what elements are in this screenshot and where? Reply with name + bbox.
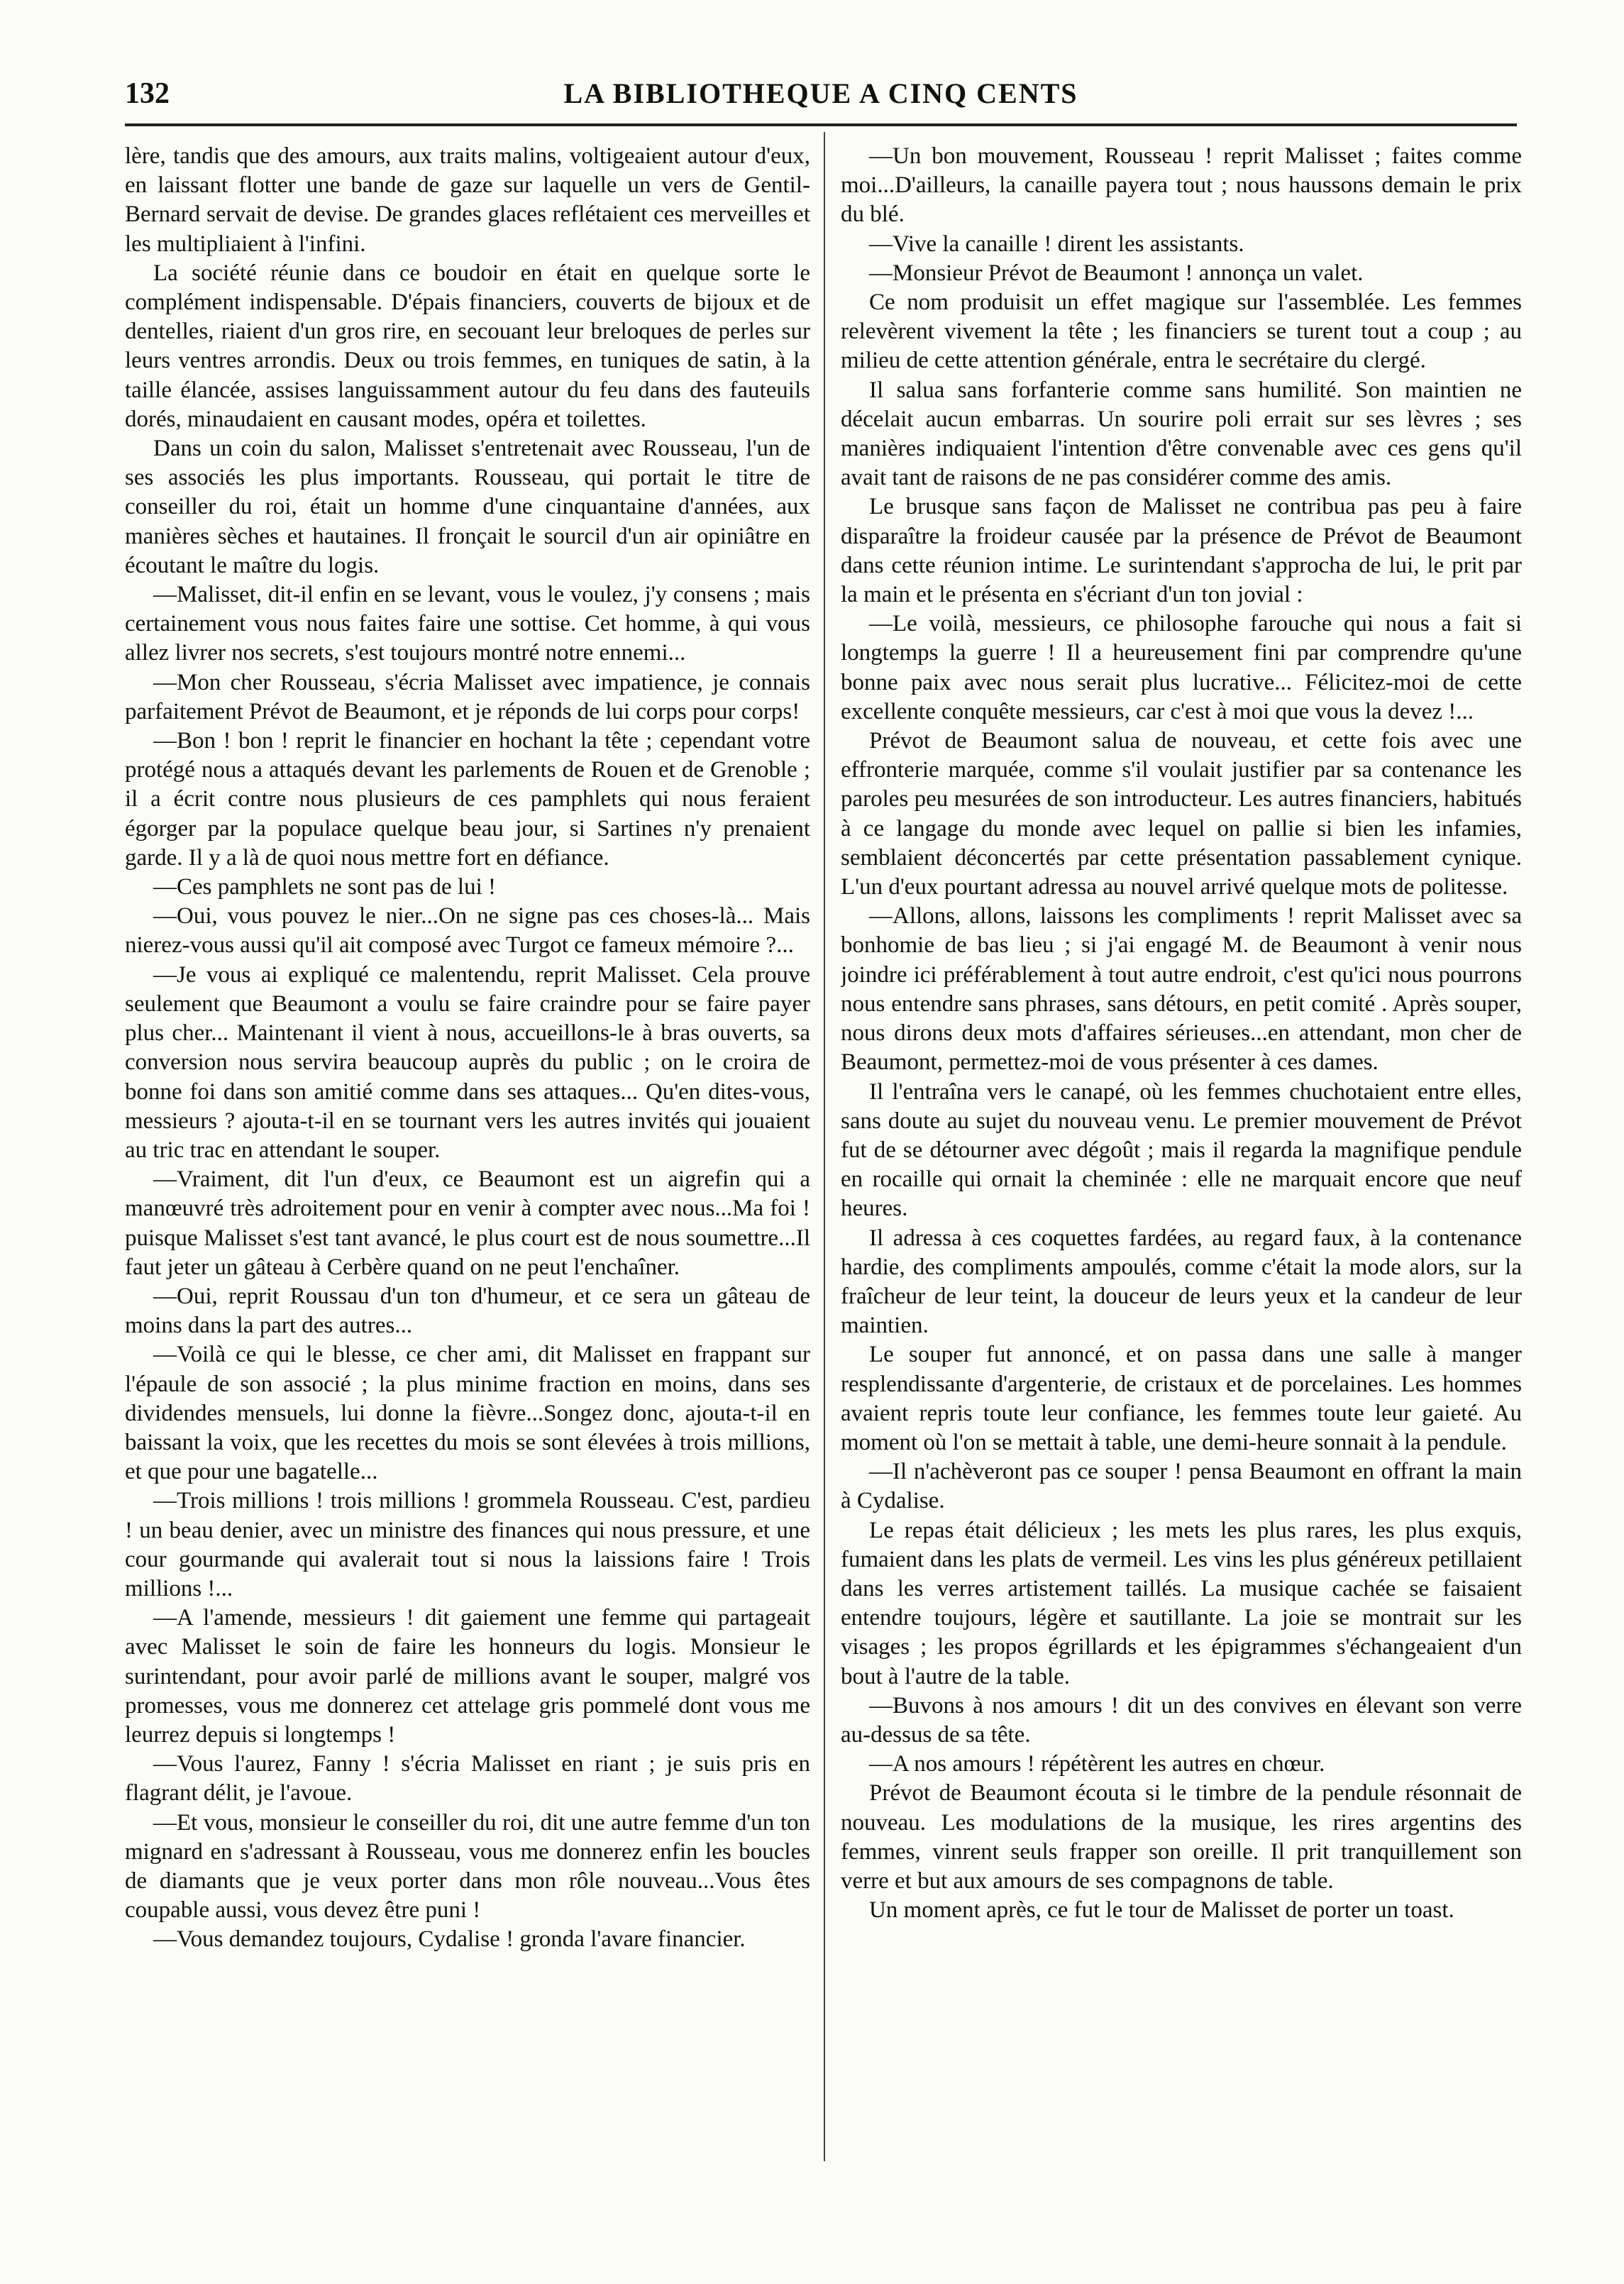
paragraph: —A l'amende, messieurs ! dit gaiement une femme qui partageait avec Malisset le soin de faire les honneurs du logis. Monsieur le surintendant, pour avoir parlé de millions avant le souper, malgré vos promesses, vous me donnerez cet attelage gris pommelé dont vous me leurrez depuis si longtemps ! [125, 1605, 810, 1748]
paragraph: Il salua sans forfanterie comme sans humilité. Son maintien ne décelait aucun embarras. Un sourire poli errait sur ses lèvres ; ses manières indiquaient l'intention d'être convenable avec ces gens qu'il avait tant de raisons de ne pas considérer comme des amis. [841, 377, 1522, 491]
paragraph: —Vive la canaille ! dirent les assistants. [869, 231, 1244, 257]
paragraph: Un moment après, ce fut le tour de Malisset de porter un toast. [869, 1897, 1454, 1924]
header-rule [125, 123, 1517, 126]
paragraph: —Il n'achèveront pas ce souper ! pensa Beaumont en offrant la main à Cydalise. [841, 1459, 1522, 1514]
paragraph: —Trois millions ! trois millions ! grommela Rousseau. C'est, pardieu ! un beau denier, avec un ministre des finances qui nous pressure, et une cour gourmande qui avalerait tout si nous la laissions faire ! Trois millions !... [125, 1488, 810, 1601]
paragraph: —Buvons à nos amours ! dit un des convives en élevant son verre au-dessus de sa tête. [841, 1692, 1522, 1748]
paragraph: —A nos amours ! répétèrent les autres en chœur. [869, 1751, 1325, 1777]
paragraph: —Un bon mouvement, Rousseau ! reprit Malisset ; faites comme moi...D'ailleurs, la canaille payera tout ; nous haussons demain le prix du blé. [841, 143, 1522, 228]
paragraph: —Vous l'aurez, Fanny ! s'écria Malisset en riant ; je suis pris en flagrant délit, je l'avoue. [125, 1751, 810, 1806]
paragraph: La société réunie dans ce boudoir en était en quelque sorte le complément indispensable. D'épais financiers, couverts de bijoux et de dentelles, riaient d'un gros rire, en secouant leur breloques de perles sur leurs ventres arrondis. Deux ou trois femmes, en tuniques de satin, à la taille élancée, assises languissamment autour du feu dans des fauteuils dorés, minaudaient en causant modes, opéra et toilettes. [125, 260, 810, 432]
paragraph: Prévot de Beaumont écouta si le timbre de la pendule résonnait de nouveau. Les modulations de la musique, les rires argentins des femmes, vinrent seuls frapper son oreille. Il prit tranquillement son verre et but aux amours de ses compagnons de table. [841, 1780, 1522, 1894]
paragraph: —Allons, allons, laissons les compliments ! reprit Malisset avec sa bonhomie de bas lieu ; si j'ai engagé M. de Beaumont à venir nous joindre ici préférablement à tout autre endroit, c'est qu'ici nous pourrons nous entendre sans phrases, sans détours, en petit comité . Après souper, nous dirons deux mots d'affaires sérieuses...en attendant, mon cher de Beaumont, permettez-moi de vous présenter à ces dames. [841, 903, 1522, 1076]
paragraph: lère, tandis que des amours, aux traits malins, voltigeaient autour d'eux, en laissant flotter une bande de gaze sur laquelle un vers de Gentil-Bernard servait de devise. De grandes glaces reflétaient ces merveilles et les multipliaient à l'infini. [125, 143, 810, 257]
paragraph: Le repas était délicieux ; les mets les plus rares, les plus exquis, fumaient dans les plats de vermeil. Les vins les plus généreux petillaient dans les verres artistement taillés. La musique cachée se faisaient entendre toujours, légère et sautillante. La joie se montrait sur les visages ; les propos égrillards et les épigrammes s'échangeaient d'un bout à l'autre de la table. [841, 1517, 1522, 1689]
paragraph: —Ces pamphlets ne sont pas de lui ! [153, 874, 497, 900]
paragraph: —Oui, reprit Roussau d'un ton d'humeur, et ce sera un gâteau de moins dans la part des autres... [125, 1283, 810, 1339]
paragraph: Le brusque sans façon de Malisset ne contribua pas peu à faire disparaître la froideur causée par la présence de Prévot de Beaumont dans cette réunion intime. Le surintendant s'approcha de lui, le prit par la main et le présenta en s'écriant d'un ton jovial : [841, 494, 1522, 608]
paragraph: Il adressa à ces coquettes fardées, au regard faux, à la contenance hardie, des compliments ampoulés, comme c'était la mode alors, sur la fraîcheur de leur teint, la douceur de leurs yeux et la candeur de leur maintien. [841, 1225, 1522, 1339]
paragraph: —Bon ! bon ! reprit le financier en hochant la tête ; cependant votre protégé nous a attaqués devant les parlements de Rouen et de Grenoble ; il a écrit contre nous plusieurs de ces pamphlets qui nous feraient égorger par la populace quelque beau jour, si Sartines n'y prenaient garde. Il y a là de quoi nous mettre fort en défiance. [125, 728, 810, 871]
paragraph: —Vraiment, dit l'un d'eux, ce Beaumont est un aigrefin qui a manœuvré très adroitement pour en venir à compter avec nous...Ma foi ! puisque Malisset s'est tant avancé, le plus court est de nous soumettre...Il faut jeter un gâteau à Cerbère quand on ne peut l'enchaîner. [125, 1166, 810, 1280]
page-number: 132 [125, 77, 170, 110]
paragraph: Le souper fut annoncé, et on passa dans une salle à manger resplendissante d'argenterie, de cristaux et de porcelaines. Les hommes avaient repris toute leur confiance, les femmes toute leur gaieté. Au moment où l'on se mettait à table, une demi-heure sonnait à la pendule. [841, 1342, 1522, 1455]
paragraph: —Je vous ai expliqué ce malentendu, reprit Malisset. Cela prouve seulement que Beaumont a voulu se faire craindre pour se faire payer plus cher... Maintenant il vient à nous, accueillons-le à bras ouverts, sa conversion nous servira beaucoup auprès du public ; on le croira de bonne foi dans son amitié comme dans ses attaques... Qu'en dites-vous, messieurs ? ajouta-t-il en se tournant vers les autres invités qui jouaient au tric trac en attendant le souper. [125, 961, 810, 1163]
paragraph: —Et vous, monsieur le conseiller du roi, dit une autre femme d'un ton mignard en s'adressant à Rousseau, vous me donnerez enfin les boucles de diamants que je veux porter dans mon rôle nouveau...Vous êtes coupable aussi, vous devez être puni ! [125, 1809, 810, 1924]
right-column [841, 142, 1522, 2143]
paragraph: —Mon cher Rousseau, s'écria Malisset avec impatience, je connais parfaitement Prévot de Beaumont, et je réponds de lui corps pour corps! [125, 669, 810, 724]
paragraph: Ce nom produisit un effet magique sur l'assemblée. Les femmes relevèrent vivement la tête ; les financiers se turent tout a coup ; au milieu de cette attention générale, entra le secrétaire du clergé. [841, 289, 1522, 374]
paragraph: Prévot de Beaumont salua de nouveau, et cette fois avec une effronterie marquée, comme s'il voulait justifier par sa contenance les paroles peu mesurées de son introducteur. Les autres financiers, habitués à ce langage du monde avec lequel on pallie si bien les infamies, semblaient déconcertés par cette présentation passablement cynique. L'un d'eux pourtant adressa au nouvel arrivé quelque mots de politesse. [841, 728, 1522, 900]
paragraph: Dans un coin du salon, Malisset s'entretenait avec Rousseau, l'un de ses associés les plus importants. Rousseau, qui portait le titre de conseiller du roi, était un homme d'une cinquantaine d'années, aux manières sèches et hautaines. Il fronçait le sourcil d'un air opiniâtre en écoutant le maître du logis. [125, 436, 810, 578]
column-divider [824, 132, 825, 2161]
paragraph: —Oui, vous pouvez le nier...On ne signe pas ces choses-là... Mais nierez-vous aussi qu'il ait composé avec Turgot ce fameux mémoire ?... [125, 903, 810, 959]
paragraph: —Vous demandez toujours, Cydalise ! gronda l'avare financier. [153, 1926, 746, 1953]
paragraph: Il l'entraîna vers le canapé, où les femmes chuchotaient entre elles, sans doute au sujet du nouveau venu. Le premier mouvement de Prévot fut de se détourner avec dégoût ; mais il regarda la magnifique pendule en rocaille qui ornait la cheminée : elle ne marquait encore que neuf heures. [841, 1078, 1522, 1222]
left-column [125, 142, 810, 2143]
page-header [125, 77, 1517, 119]
running-title: LA BIBLIOTHEQUE A CINQ CENTS [563, 77, 1078, 109]
paragraph: —Monsieur Prévot de Beaumont ! annonça un valet. [869, 260, 1364, 286]
paragraph: —Le voilà, messieurs, ce philosophe farouche qui nous a fait si longtemps la guerre ! Il a heureusement fini par comprendre qu'une bonne paix avec nous serait plus lucrative... Félicitez-moi de cette excellente conquête messieurs, car c'est à moi que vous la devez !... [841, 611, 1522, 724]
paragraph: —Malisset, dit-il enfin en se levant, vous le voulez, j'y consens ; mais certainement vous nous faites faire une sottise. Cet homme, à qui vous allez livrer nos secrets, s'est toujours montré notre ennemi... [125, 582, 810, 666]
paragraph: —Voilà ce qui le blesse, ce cher ami, dit Malisset en frappant sur l'épaule de son associé ; la plus minime fraction en moins, dans ses dividendes mensuels, lui donne la fièvre...Songez donc, ajouta-t-il en baissant la voix, que les recettes du mois se sont élevées à trois millions, et que pour une bagatelle... [125, 1342, 810, 1485]
